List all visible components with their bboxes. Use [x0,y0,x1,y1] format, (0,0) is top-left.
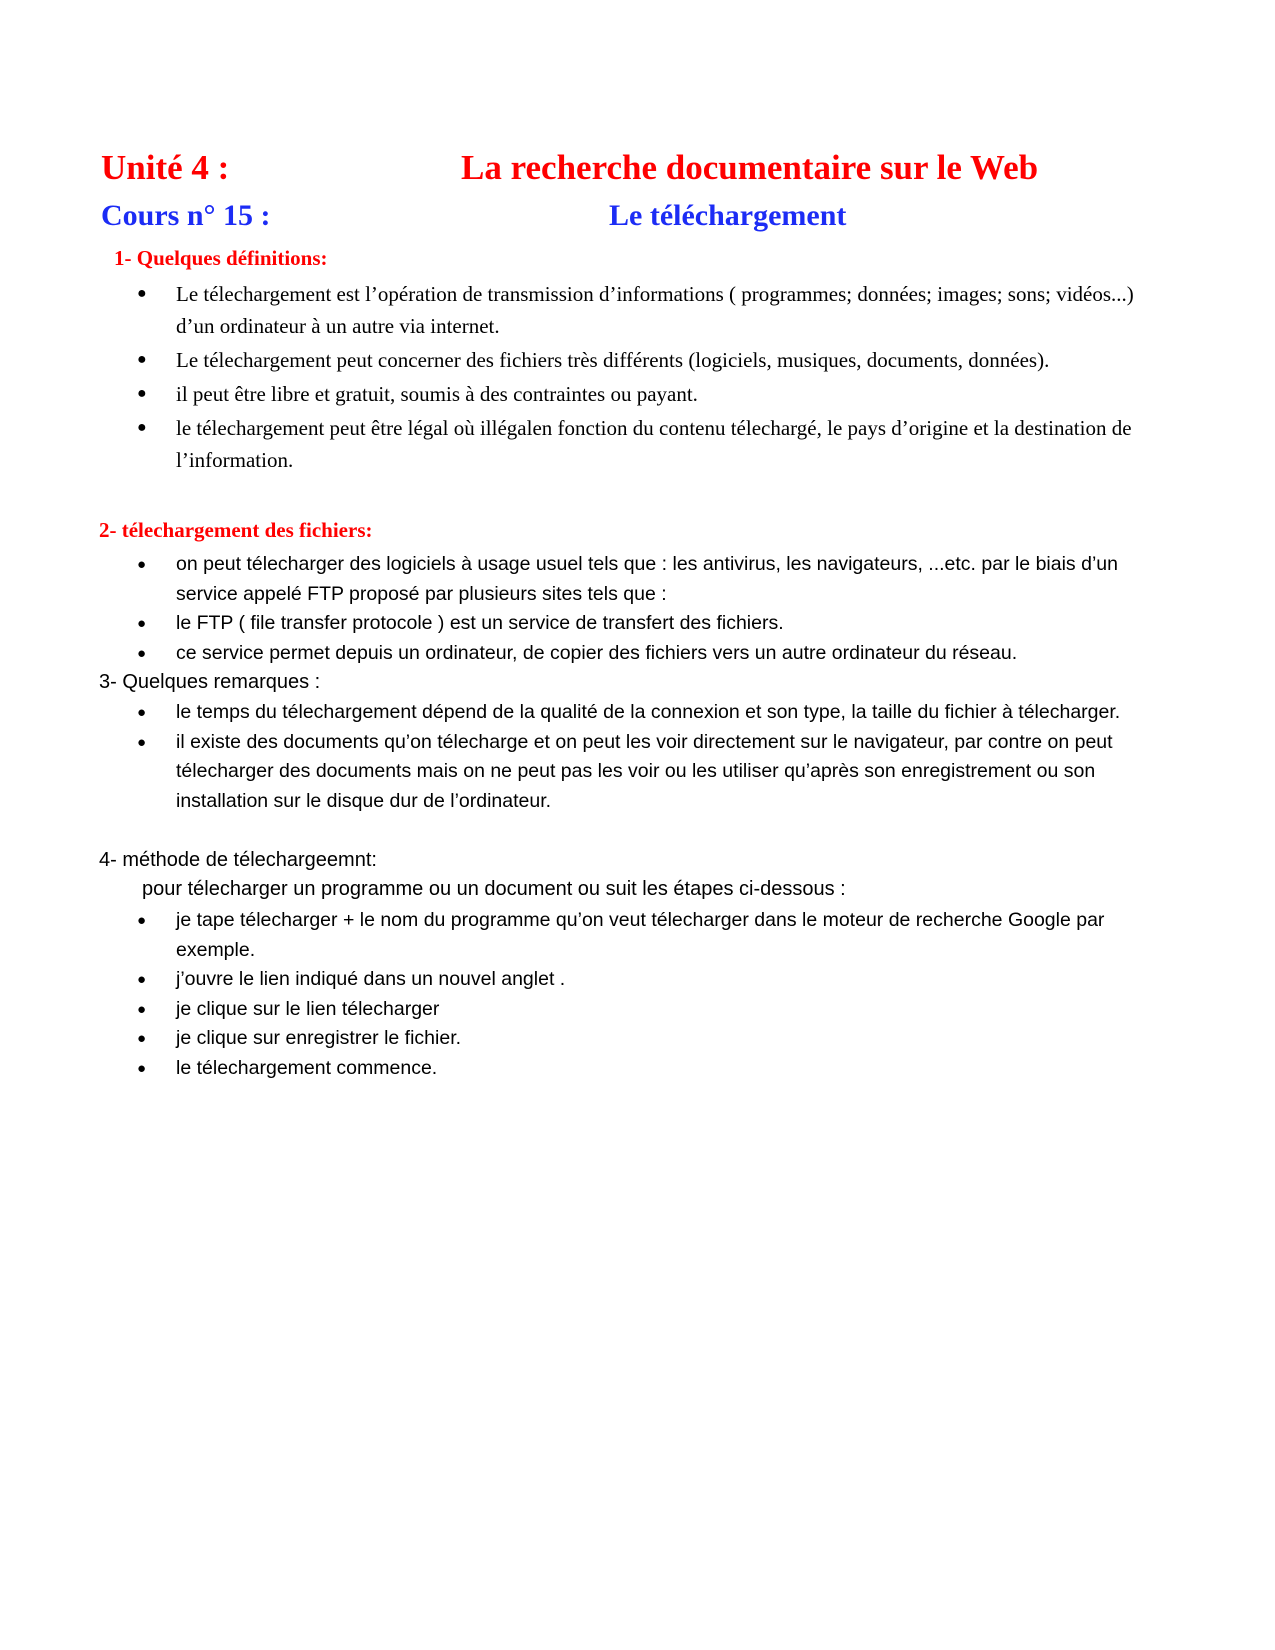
list-item: ● il existe des documents qu’on télecharge et on peut les voir directement sur le navigateur, par contre on peut télecharger des documents mais on ne peut pas les voir ou les utiliser qu’après son enregistrement ou son installation sur le disque dur de l’ordinateur. [0,728,1151,817]
list-item: ● le télechargement commence. [0,1054,1151,1084]
bullet-icon: ● [137,912,147,929]
section-4-heading: 4- méthode de télechargeemnt: [99,849,377,871]
bullet-icon: ● [137,1030,147,1047]
section-4-list [0,906,1151,1083]
bullet-icon: ● [137,351,147,368]
bullet-icon: ● [137,1059,147,1077]
bullet-icon: ● [137,1000,147,1018]
list-item: ● j’ouvre le lien indiqué dans un nouvel anglet . [0,965,1151,995]
bullet-icon: ● [137,615,147,632]
unit-title: La recherche documentaire sur le Web [461,148,1039,187]
section-2-list [0,550,1151,668]
list-item: ● le télechargement peut être légal où illégalen fonction du contenu télechargé, le pays d’origine et la destination de l’information. [0,412,1136,476]
list-item: ● ce service permet depuis un ordinateur, de copier des fichiers vers un autre ordinateur du réseau. [0,639,1151,669]
list-item: ● je clique sur le lien télecharger [0,995,1151,1025]
course-label: Cours n° 15 : [101,199,271,232]
bullet-icon: ● [137,556,147,573]
section-2-heading: 2- télechargement des fichiers: [99,518,373,542]
unit-label: Unité 4 : [101,148,230,187]
bullet-icon: ● [137,285,147,302]
list-item: ● Le télechargement peut concerner des fichiers très différents (logiciels, musiques, documents, données). [0,344,1136,376]
section-1-heading: 1- Quelques définitions: [114,246,328,270]
list-item: ● je clique sur enregistrer le fichier. [0,1024,1151,1054]
list-item: ● on peut télecharger des logiciels à usage usuel tels que : les antivirus, les navigateurs, ...etc. par le biais d’un service appelé FTP proposé par plusieurs sites tels que : [0,550,1151,609]
section-4-intro: pour télecharger un programme ou un document ou suit les étapes ci-dessous : [142,878,846,900]
section-3-list [0,698,1151,816]
bullet-icon: ● [137,644,147,662]
section-1-list [0,278,1136,478]
list-item: ● Le télechargement est l’opération de transmission d’informations ( programmes; données; images; sons; vidéos...) d’un ordinateur à un autre via internet. [0,278,1136,342]
bullet-icon: ● [137,385,147,402]
list-item: ● le FTP ( file transfer protocole ) est un service de transfert des fichiers. [0,609,1151,639]
list-item: ● il peut être libre et gratuit, soumis à des contraintes ou payant. [0,378,1136,410]
bullet-icon: ● [137,704,147,721]
bullet-icon: ● [137,971,147,988]
list-item: ● le temps du télechargement dépend de la qualité de la connexion et son type, la taille du fichier à télecharger. [0,698,1151,728]
list-item: ● je tape télecharger + le nom du programme qu’on veut télecharger dans le moteur de recherche Google par exemple. [0,906,1151,965]
bullet-icon: ● [137,733,147,751]
course-title: Le téléchargement [609,199,847,232]
section-3-heading: 3- Quelques remarques : [99,671,321,693]
bullet-icon: ● [137,419,147,436]
